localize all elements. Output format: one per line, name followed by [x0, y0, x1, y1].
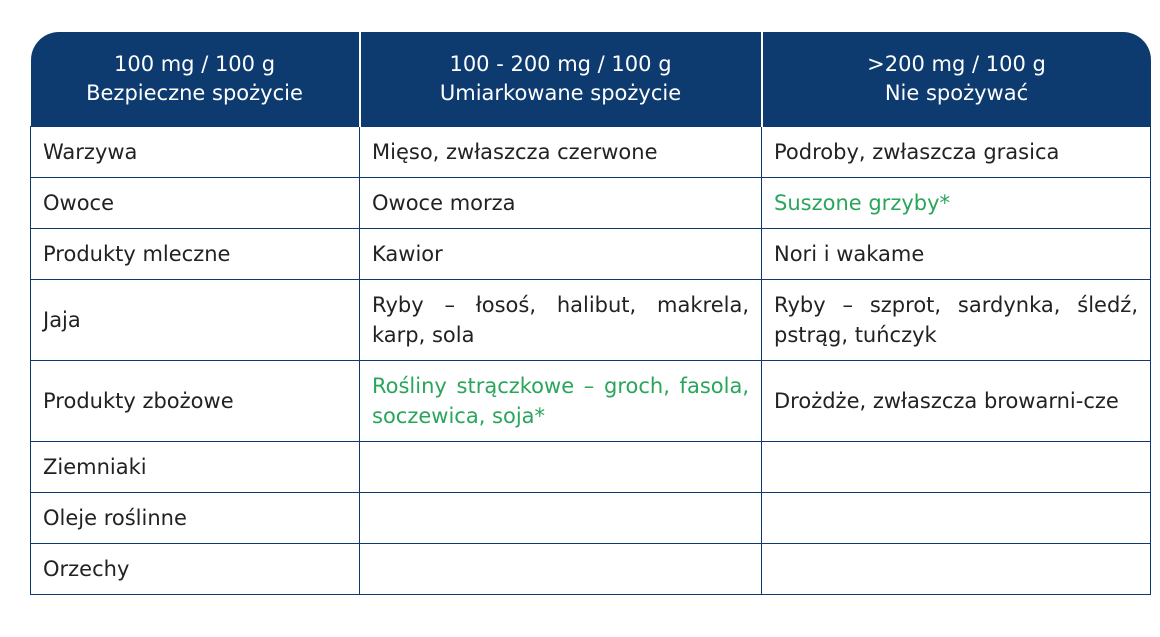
table-cell: Ziemniaki [31, 442, 360, 493]
table-row [31, 361, 1151, 442]
table-cell: Ryby – łosoś, halibut, makrela, karp, sola [360, 280, 762, 361]
table-cell: Mięso, zwłaszcza czerwone [360, 127, 762, 178]
table-row [31, 178, 1151, 229]
table-cell [762, 544, 1151, 595]
table-cell: Owoce morza [360, 178, 762, 229]
header-range: >200 mg / 100 g [867, 52, 1046, 76]
header-label: Umiarkowane spożycie [439, 81, 682, 105]
header-row [31, 32, 1151, 127]
table-row [31, 442, 1151, 493]
table-header [31, 32, 1151, 127]
purine-table-container [30, 32, 1150, 595]
table-cell: Podroby, zwłaszcza grasica [762, 127, 1151, 178]
table-cell-highlighted: Suszone grzyby* [762, 178, 1151, 229]
table-cell: Owoce [31, 178, 360, 229]
table-row [31, 544, 1151, 595]
table-body [31, 127, 1151, 595]
table-cell [360, 442, 762, 493]
table-cell: Warzywa [31, 127, 360, 178]
header-cell-moderate [360, 32, 762, 127]
header-range: 100 - 200 mg / 100 g [449, 52, 672, 76]
table-cell: Drożdże, zwłaszcza browarni-cze [762, 361, 1151, 442]
table-cell: Kawior [360, 229, 762, 280]
table-row [31, 127, 1151, 178]
table-cell: Produkty zbożowe [31, 361, 360, 442]
table-cell [360, 493, 762, 544]
table-cell [762, 442, 1151, 493]
table-cell [762, 493, 1151, 544]
table-cell: Nori i wakame [762, 229, 1151, 280]
table-row [31, 229, 1151, 280]
header-label: Bezpieczne spożycie [86, 81, 303, 105]
purine-table [30, 32, 1151, 595]
header-label: Nie spożywać [884, 81, 1029, 105]
table-row [31, 280, 1151, 361]
header-range: 100 mg / 100 g [113, 52, 276, 76]
table-cell: Ryby – szprot, sardynka, śledź, pstrąg, tuńczyk [762, 280, 1151, 361]
table-row [31, 493, 1151, 544]
table-cell: Oleje roślinne [31, 493, 360, 544]
table-cell-highlighted: Rośliny strączkowe – groch, fasola, soczewica, soja* [360, 361, 762, 442]
header-cell-avoid [762, 32, 1151, 127]
table-cell: Jaja [31, 280, 360, 361]
header-cell-safe [31, 32, 360, 127]
table-cell [360, 544, 762, 595]
table-cell: Orzechy [31, 544, 360, 595]
table-cell: Produkty mleczne [31, 229, 360, 280]
